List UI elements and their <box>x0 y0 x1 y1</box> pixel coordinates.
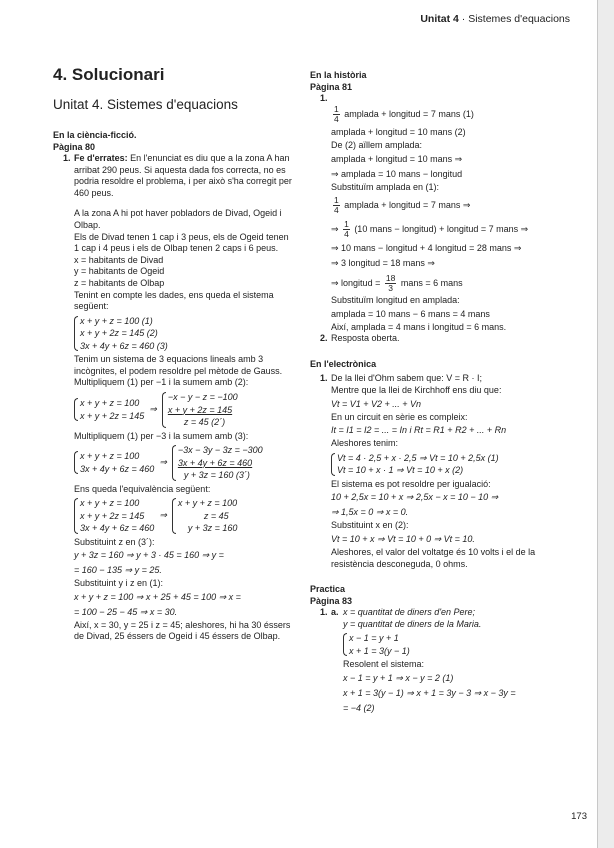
equation-row <box>74 389 293 431</box>
exercise-number: 2. <box>320 333 328 344</box>
paragraph: Resolent el sistema: <box>343 659 425 670</box>
paragraph: Resposta oberta. <box>331 333 400 344</box>
paragraph: Substituïm longitud en amplada: <box>331 295 460 306</box>
equation: y + 3z = 160 (3´) <box>183 470 250 481</box>
exercise-1 <box>310 373 555 570</box>
denominator: 4 <box>344 229 349 240</box>
header-unit: Unitat 4 <box>420 13 459 25</box>
sub-exercise-a <box>331 607 555 716</box>
exercise-1 <box>53 153 293 643</box>
equation: x + y + z = 100 <box>80 498 140 509</box>
unit-title: Unitat 4. Sistemes d'equacions <box>53 97 238 112</box>
section-page: Pàgina 83 <box>310 595 353 606</box>
paragraph: Tenint en compte les dades, ens queda el sistema següent: <box>74 289 274 312</box>
exercise-1 <box>310 607 555 716</box>
equation-text: ⇒ longitud = <box>331 278 381 289</box>
variable-def: z = habitants de Olbap <box>74 277 165 288</box>
numerator: 18 <box>385 273 396 284</box>
paragraph: A la zona A hi pot haver pobladors de Divad, Ogeid i Olbap. <box>74 208 282 230</box>
fraction <box>385 274 396 293</box>
equation-row <box>74 495 293 537</box>
equation: z = 45 <box>203 510 229 521</box>
paragraph: Multipliquem (1) per −3 i la sumem amb (3): <box>74 430 249 441</box>
variable-def: x = habitants de Divad <box>74 254 164 265</box>
paragraph: Mentre que la llei de Kirchhoff ens diu que: <box>331 385 502 396</box>
equation: x − 1 = y + 1 <box>349 633 399 644</box>
section-page: Pàgina 81 <box>310 81 353 92</box>
numerator: 1 <box>344 219 349 230</box>
exercise-number: 1. <box>320 607 328 618</box>
equation: x + y + 2z = 145 <box>80 410 145 421</box>
equation-system <box>74 315 168 353</box>
paragraph: Tenim un sistema de 3 equacions lineals amb 3 incògnites, el podem resoldre pel mètode de Gauss. <box>74 354 283 376</box>
paragraph: Ens queda l'equivalència següent: <box>74 483 211 494</box>
equation-line: ⇒ 1,5x = 0 ⇒ x = 0. <box>331 507 409 518</box>
equation-line: = −4 (2) <box>343 703 375 713</box>
section-heading: En la història <box>310 70 367 80</box>
equation-line: x − 1 = y + 1 ⇒ x − y = 2 (1) <box>343 673 454 683</box>
equation: −3x − 3y − 3z = −300 <box>177 445 263 456</box>
equation-line: 10 + 2,5x = 10 + x ⇒ 2,5x − x = 10 − 10 ⇒ <box>331 492 499 503</box>
exercise-number: 1. <box>63 153 71 163</box>
equation-line: y + 3z = 160 ⇒ y + 3 · 45 = 160 ⇒ y = <box>74 550 224 561</box>
equation-line <box>331 271 555 295</box>
denominator: 4 <box>334 205 339 216</box>
equation: x + y + z = 100 (1) <box>80 315 153 326</box>
variable-def: y = habitants de Ogeid <box>74 266 165 277</box>
equation-line: x + 1 = 3(y − 1) ⇒ x + 1 = 3y − 3 ⇒ x − 3y = <box>343 688 516 698</box>
page-edge-strip <box>597 0 614 848</box>
equation-system <box>162 391 238 429</box>
implies-arrow: ⇒ <box>159 510 167 521</box>
numerator: 1 <box>334 104 339 115</box>
equation: Vt = 10 + x · 1 ⇒ Vt = 10 + x (2) <box>337 465 464 476</box>
equation-line: ⇒ 10 mans − longitud + 4 longitud = 28 mans ⇒ <box>331 243 522 254</box>
fraction <box>333 105 340 124</box>
numerator: 1 <box>334 195 339 206</box>
equation-line: = 160 − 135 ⇒ y = 25. <box>74 565 162 576</box>
denominator: 3 <box>388 283 393 294</box>
equation-text: (10 mans − longitud) + longitud = 7 mans ⇒ <box>354 224 529 235</box>
equation: 3x + 4y + 6z = 460 <box>80 523 155 534</box>
paragraph: Aleshores, el valor del voltatge és 10 volts i el de la resistència desconeguda, 0 ohms. <box>331 547 536 569</box>
equation-system <box>74 497 154 535</box>
errata-text: En l'enunciat es diu que a la zona A han arribat 290 peus. Si aquesta dada fos correcta, no es podria resoldre el problema, i per això s'ha corregit per 460 peus. <box>74 153 292 198</box>
equation-line <box>331 217 555 241</box>
equation-row <box>74 442 293 484</box>
equation-line: amplada = 10 mans − 6 mans = 4 mans <box>331 308 490 319</box>
section-heading: Practica <box>310 584 346 595</box>
section-heading: En la ciència-ficció. <box>53 130 137 140</box>
paragraph: Aleshores tenim: <box>331 438 399 449</box>
page-title: 4. Solucionari <box>53 65 165 84</box>
exercise-number: 1. <box>320 93 328 103</box>
paragraph: En un circuit en sèrie es compleix: <box>331 411 468 422</box>
equation: x + y + z = 100 <box>80 451 140 462</box>
equation-text: amplada + longitud = 7 mans ⇒ <box>344 200 471 211</box>
implies-arrow: ⇒ <box>159 457 167 468</box>
equation-line <box>331 103 555 125</box>
equation-line: It = I1 = I2 = ... = In i Rt = R1 + R2 + ... + Rn <box>331 425 507 436</box>
paragraph: De la llei d'Ohm sabem que: V = R · I; <box>331 373 483 384</box>
equation: −x − y − z = −100 <box>167 392 238 402</box>
equation-system <box>172 444 263 482</box>
paragraph: Substituint x en (2): <box>331 520 409 531</box>
equation-line: Vt = 10 + x ⇒ Vt = 10 + 0 ⇒ Vt = 10. <box>331 534 475 545</box>
equation-system <box>74 397 144 422</box>
equation: 3x + 4y + 6z = 460 <box>80 463 155 474</box>
variable-def: y = quantitat de diners de la Maria. <box>343 618 482 629</box>
implies-arrow: ⇒ <box>331 224 339 235</box>
equation: x + 1 = 3(y − 1) <box>349 645 410 656</box>
paragraph: De (2) aïllem amplada: <box>331 140 423 150</box>
fraction <box>333 196 340 215</box>
paragraph: Així, amplada = 4 mans i longitud = 6 mans. <box>331 321 507 332</box>
sub-exercise-letter: a. <box>331 607 339 618</box>
equation-line <box>331 193 555 217</box>
equation-line: ⇒ 3 longitud = 18 mans ⇒ <box>331 258 435 269</box>
exercise-number: 1. <box>320 373 328 384</box>
exercise-1 <box>310 93 555 333</box>
equation: x + y + 2z = 145 <box>80 510 145 521</box>
errata-paragraph <box>74 153 293 199</box>
equation: 3x + 4y + 6z = 460 (3) <box>80 340 168 351</box>
equation: x + y + z = 100 <box>177 498 238 509</box>
equation-system <box>74 450 154 475</box>
header-subtitle: Sistemes d'equacions <box>468 13 570 25</box>
paragraph: Els de Divad tenen 1 cap i 3 peus, els de Ogeid tenen 1 cap i 4 peus i els de Olbap tenen 2 caps i 6 peus. <box>74 231 289 254</box>
equation-line: amplada + longitud = 10 mans (2) <box>331 127 466 137</box>
errata-lead: Fe d'errates: <box>74 153 128 163</box>
page-number: 173 <box>571 811 587 822</box>
denominator: 4 <box>334 114 339 125</box>
equation: x + y + 2z = 145 <box>167 404 233 415</box>
equation-system <box>331 452 499 477</box>
paragraph: Substituint z en (3´): <box>74 536 155 547</box>
equation: y + 3z = 160 <box>187 523 238 534</box>
equation-line: ⇒ amplada = 10 mans − longitud <box>331 168 463 179</box>
equation-line: x + y + z = 100 ⇒ x + 25 + 45 = 100 ⇒ x = <box>74 591 241 602</box>
right-column <box>310 70 555 716</box>
running-header <box>420 13 570 25</box>
paragraph: El sistema es pot resoldre per igualació: <box>331 478 491 489</box>
equation: x + y + 2z = 145 (2) <box>80 328 158 339</box>
equation-system <box>172 497 238 535</box>
section-heading: En l'electrònica <box>310 358 377 369</box>
equation: 3x + 4y + 6z = 460 <box>177 457 253 468</box>
section-page: Pàgina 80 <box>53 141 96 152</box>
variable-def: x = quantitat de diners d'en Pere; <box>343 607 476 618</box>
paragraph: Substituint y i z en (1): <box>74 578 164 589</box>
equation-line: = 100 − 25 − 45 ⇒ x = 30. <box>74 606 178 617</box>
fraction <box>343 220 350 239</box>
paragraph: Multipliquem (1) per −1 i la sumem amb (2): <box>74 377 249 388</box>
equation: Vt = 4 · 2,5 + x · 2,5 ⇒ Vt = 10 + 2,5x (1) <box>337 452 499 463</box>
equation-system <box>343 632 410 657</box>
paragraph: Substituïm amplada en (1): <box>331 181 440 192</box>
equation-line: Vt = V1 + V2 + ... + Vn <box>331 398 422 409</box>
equation-text: amplada + longitud = 7 mans (1) <box>344 109 474 119</box>
equation: z = 45 (2´) <box>183 417 226 427</box>
header-separator: · <box>458 13 469 25</box>
paragraph: Així, x = 30, y = 25 i z = 45; aleshores, hi ha 30 éssers de Divad, 25 éssers de Ogeid i 45 éssers de Olbap. <box>74 619 291 642</box>
exercise-2 <box>310 333 555 345</box>
equation-line: amplada + longitud = 10 mans ⇒ <box>331 153 463 164</box>
left-column <box>53 64 293 643</box>
equation: x + y + z = 100 <box>80 398 140 409</box>
implies-arrow: ⇒ <box>149 403 157 414</box>
equation-text: mans = 6 mans <box>400 278 463 289</box>
